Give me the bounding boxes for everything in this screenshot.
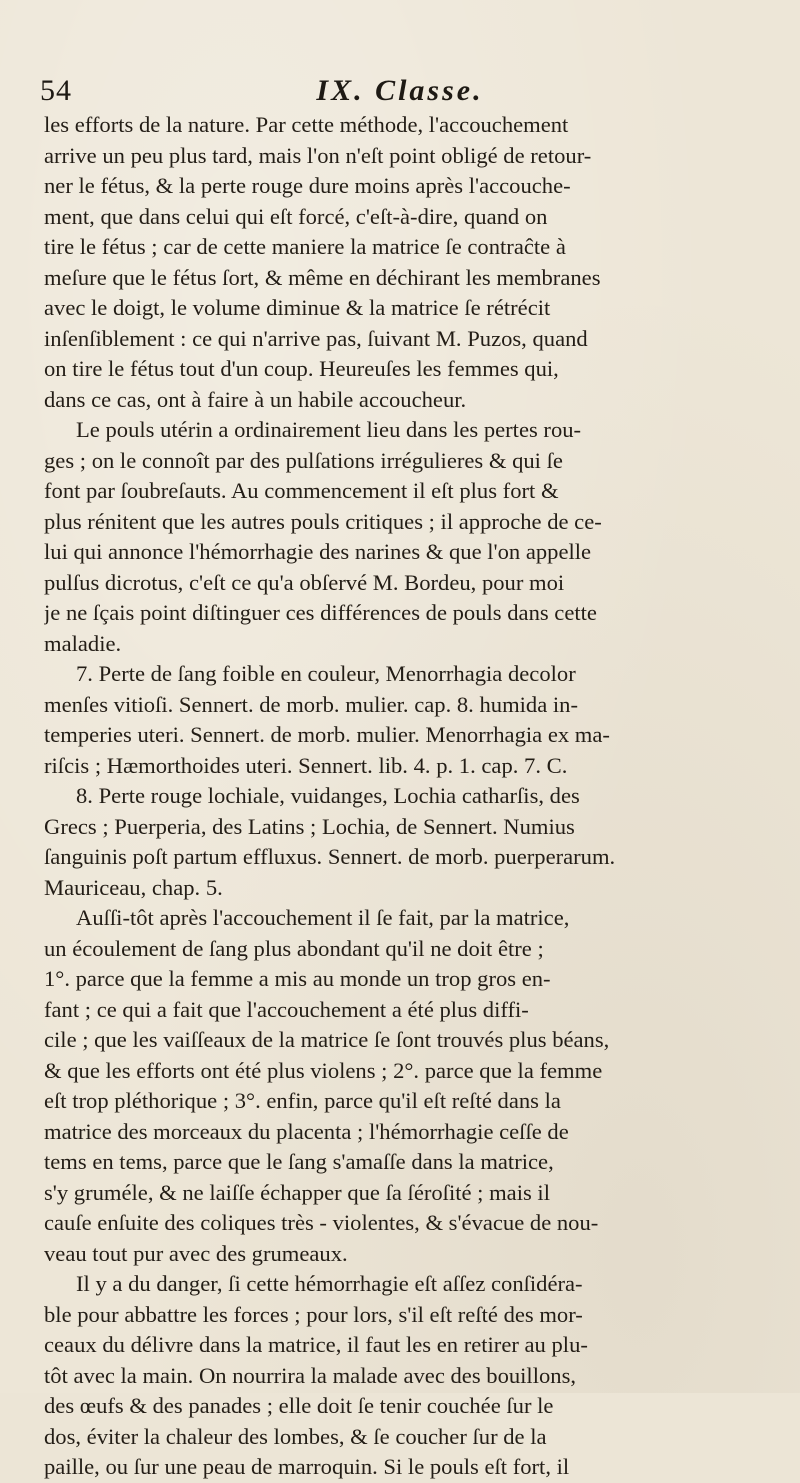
page-number: 54: [40, 74, 72, 107]
text-line: fant ; ce qui a fait que l'accouchement a été plus diffi-: [44, 996, 529, 1022]
text-line: eſt trop pléthorique ; 3°. enfin, parce qu'il eſt reſté dans la: [44, 1088, 561, 1113]
text-line: tire le fétus ; car de cette maniere la matrice ſe contraĉte à: [44, 234, 566, 259]
text-line: veau tout pur avec des grumeaux.: [44, 1240, 348, 1266]
paragraph-start-line: 7. Perte de ſang foible en couleur, Menorrhagia decolor: [76, 661, 576, 686]
text-line: meſure que le fétus ſort, & même en déchirant les membranes: [44, 264, 601, 290]
text-line: temperies uteri. Sennert. de morb. mulier. Menorrhagia ex ma-: [44, 722, 610, 747]
paragraph-start-line: Il y a du danger, ſi cette hémorrhagie eſt aſſez conſidéra-: [76, 1271, 583, 1296]
text-line: matrice des morceaux du placenta ; l'hémorrhagie ceſſe de: [44, 1118, 569, 1144]
text-line: paille, ou ſur une peau de marroquin. Si le pouls eſt fort, il: [44, 1454, 570, 1479]
page-header: [40, 74, 760, 114]
text-line: ges ; on le connoît par des pulſations irrégulieres & qui ſe: [44, 447, 563, 473]
text-line: dans ce cas, ont à faire à un habile accoucheur.: [44, 386, 467, 412]
text-line: pulſus dicrotus, c'eſt ce qu'a obſervé M. Bordeu, pour moi: [44, 569, 565, 595]
running-title: IX. Classe.: [316, 74, 484, 107]
text-line: maladie.: [44, 630, 122, 656]
text-line: un écoulement de ſang plus abondant qu'il ne doit être ;: [44, 935, 544, 961]
text-line: Mauriceau, chap. 5.: [44, 874, 223, 900]
text-line: lui qui annonce l'hémorrhagie des narines & que l'on appelle: [44, 539, 592, 564]
paragraph-start-line: 8. Perte rouge lochiale, vuidanges, Lochia catharſis, des: [76, 783, 580, 808]
text-line: Grecs ; Puerperia, des Latins ; Lochia, de Sennert. Numius: [44, 813, 575, 839]
body-text: [44, 110, 760, 1483]
text-line: plus rénitent que les autres pouls critiques ; il approche de ce-: [44, 508, 602, 534]
text-line: des œufs & des panades ; elle doit ſe tenir couchée ſur le: [44, 1393, 554, 1418]
text-line: ceaux du délivre dans la matrice, il faut les en retirer au plu-: [44, 1332, 588, 1357]
text-line: cile ; que les vaiſſeaux de la matrice ſe ſont trouvés plus béans,: [44, 1027, 610, 1052]
text-line: je ne ſçais point diſtinguer ces différences de pouls dans cette: [44, 600, 597, 625]
text-line: ner le fétus, & la perte rouge dure moins après l'accouche-: [44, 173, 571, 198]
text-line: 1°. parce que la femme a mis au monde un trop gros en-: [44, 966, 551, 991]
text-line: menſes vitioſi. Sennert. de morb. mulier. cap. 8. humida in-: [44, 691, 578, 717]
text-line: ment, que dans celui qui eſt forcé, c'eſt-à-dire, quand on: [44, 203, 548, 229]
text-line: ble pour abbattre les forces ; pour lors, s'il eſt reſté des mor-: [44, 1301, 583, 1327]
text-line: les efforts de la nature. Par cette méthode, l'accouchement: [44, 112, 569, 137]
text-line: inſenſiblement : ce qui n'arrive pas, ſuivant M. Puzos, quand: [44, 325, 588, 351]
text-line: avec le doigt, le volume diminue & la matrice ſe rétrécit: [44, 295, 551, 320]
text-line: s'y gruméle, & ne laiſſe échapper que ſa ſéroſité ; mais il: [44, 1179, 550, 1205]
text-line: tôt avec la main. On nourrira la malade avec des bouillons,: [44, 1362, 577, 1388]
text-line: & que les efforts ont été plus violens ; 2°. parce que la femme: [44, 1057, 603, 1083]
text-line: font par ſoubreſauts. Au commencement il eſt plus fort &: [44, 478, 559, 503]
paragraph-start-line: Auſſi-tôt après l'accouchement il ſe fait, par la matrice,: [76, 905, 570, 930]
text-line: arrive un peu plus tard, mais l'on n'eſt point obligé de retour-: [44, 142, 592, 168]
text-line: ſanguinis poſt partum effluxus. Sennert. de morb. puerperarum.: [44, 844, 616, 869]
text-line: riſcis ; Hæmorthoides uteri. Sennert. lib. 4. p. 1. cap. 7. C.: [44, 752, 568, 778]
text-line: on tire le fétus tout d'un coup. Heureuſes les femmes qui,: [44, 356, 559, 381]
text-line: dos, éviter la chaleur des lombes, & ſe coucher ſur de la: [44, 1423, 547, 1449]
text-line: cauſe enſuite des coliques très - violentes, & s'évacue de nou-: [44, 1210, 599, 1235]
paragraph-start-line: Le pouls utérin a ordinairement lieu dans les pertes rou-: [76, 417, 582, 442]
text-line: tems en tems, parce que le ſang s'amaſſe dans la matrice,: [44, 1149, 554, 1174]
